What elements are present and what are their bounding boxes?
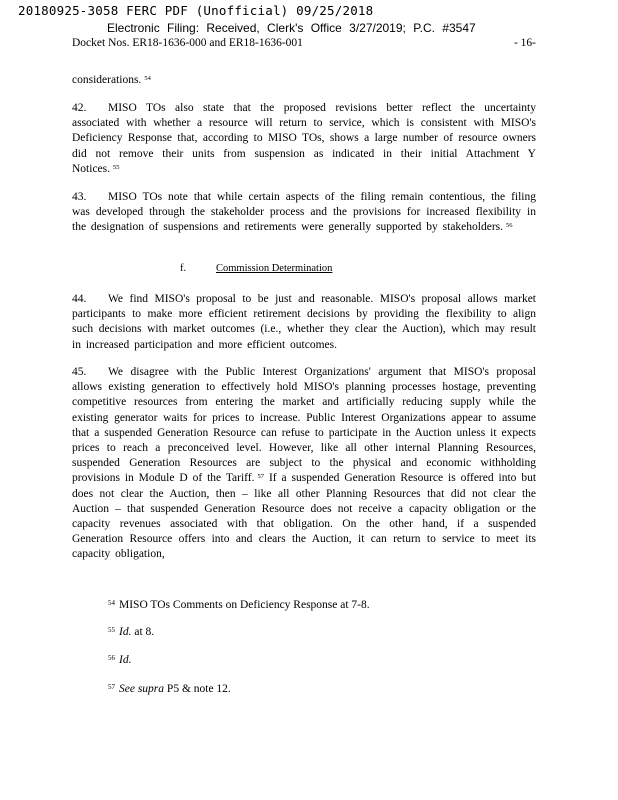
docket-numbers: Docket Nos. ER18-1636-000 and ER18-1636-001: [72, 37, 303, 49]
footnote-57: [108, 683, 231, 695]
paragraph-text: MISO TOs also state that the proposed revisions better reflect the uncertainty associated with whether a resource will return to service, which is consistent with MISO's Deficiency Response that, according to MISO TOs, shows a large number of resource owners did not remove their units from suspension as indicated in their initial Attachment Y Notices.: [72, 102, 536, 175]
paragraph-text: We find MISO's proposal to be just and reasonable. MISO's proposal allows market participants to make more efficient retirement decisions by providing the flexibility to align such decisions with market outcomes (i.e., whether they clear the Auction), which may result in increased participation and more efficient outcomes.: [72, 293, 536, 351]
paragraph-number: 42.: [72, 102, 87, 114]
paragraph-42: [72, 101, 536, 177]
paragraph-45: [72, 365, 536, 563]
paragraph-44: [72, 292, 536, 353]
footnote-text: MISO TOs Comments on Deficiency Response at 7-8.: [119, 599, 370, 611]
footnote-ref: 57: [257, 473, 265, 481]
paragraph-text-continued: If a suspended Generation Resource is offered into but does not clear the Auction, then – like all other Planning Resources that did not clear the Auction – that suspended Generation Resource does not receive a capacity obligation or the capacity revenues associated with that obligation. On the other hand, if a suspended Generation Resource offers into and clears the Auction, it can return to service to meet its capacity obligation,: [72, 472, 537, 561]
footnote-55: [108, 626, 154, 638]
page-number: - 16-: [513, 37, 536, 49]
footnote-number: 54: [108, 599, 115, 607]
footnote-56: [108, 654, 131, 666]
footnote-text: at 8.: [131, 626, 155, 638]
section-heading: [180, 263, 332, 274]
paragraph-43: [72, 190, 536, 236]
docket-line: [72, 37, 536, 49]
footnote-ref: 56: [506, 222, 513, 230]
footnote-citation: Id.: [119, 654, 132, 666]
footnote-number: 56: [108, 654, 115, 662]
paragraph-text: We disagree with the Public Interest Organizations' argument that MISO's proposal allows existing generation to effectively hold MISO's planning processes hostage, preventing competitive resources from entering the market and artificially reducing supply while the existing generator waits for prices to increase. Public Interest Organizations appear to assume that a suspended Generation Resource can refuse to participate in the Auction unless it expects prices to reach a preconceived level. However, like all other internal Planning Resources, suspended Generation Resources are subject to the physical and economic withholding provisions in Module D of the Tariff.: [72, 366, 536, 485]
heading-title: Commission Determination: [216, 263, 333, 274]
paragraph-text: MISO TOs note that while certain aspects of the filing remain contentious, the filing was developed through the stakeholder process and the provisions for increased flexibility in the designation of suspensions and retirements were generally supported by stakeholders.: [72, 191, 536, 234]
footnote-citation: Id.: [119, 626, 132, 638]
footnote-text: P5 & note 12.: [164, 683, 231, 695]
footnote-number: 55: [108, 626, 115, 634]
footnote-citation: See supra: [119, 683, 165, 695]
ferc-stamp: 20180925-3058 FERC PDF (Unofficial) 09/25/2018: [18, 3, 374, 18]
footnote-number: 57: [108, 683, 115, 691]
footnote-54: [108, 599, 370, 611]
paragraph-text: considerations.: [72, 74, 142, 86]
paragraph-number: 44.: [72, 293, 87, 305]
footnote-ref: 54: [144, 75, 151, 82]
heading-letter: f.: [180, 263, 187, 274]
footnote-ref: 55: [113, 163, 120, 171]
efiling-header: Electronic Filing: Received, Clerk's Office 3/27/2019; P.C. #3547: [107, 21, 476, 35]
paragraph-continuation: [72, 73, 536, 88]
paragraph-number: 43.: [72, 191, 87, 203]
paragraph-number: 45.: [72, 366, 87, 378]
